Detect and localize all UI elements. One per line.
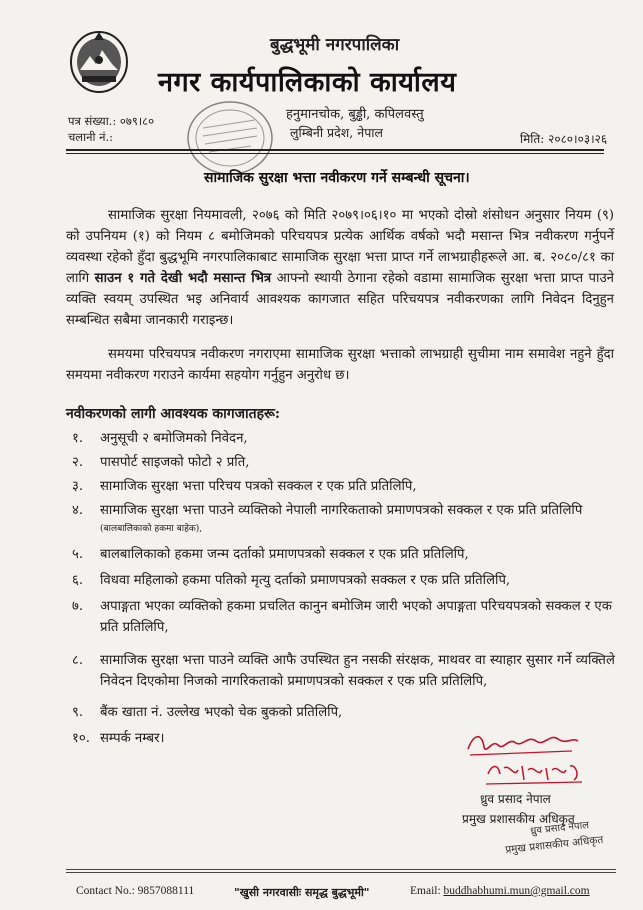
signature-icon xyxy=(462,725,582,765)
dispatch-number: चलानी नं.: xyxy=(68,130,114,144)
list-item-note: (बालबालिकाको हकमा बाहेक), xyxy=(100,524,203,534)
email-link[interactable]: buddhabhumi.mun@gmail.com xyxy=(443,885,590,897)
body-paragraph-2: समयमा परिचयपत्र नवीकरण नगराएमा सामाजिक सुरक्षा भत्ताको लाभग्राही सुचीमा नाम समावेश नहुने हुँदा समयमा नवीकरण गराउने कार्यमा सहयोग गर्नुहुन अनुरोध छ। xyxy=(66,347,614,383)
notice-subject: सामाजिक सुरक्षा भत्ता नवीकरण गर्ने सम्बन्धी सूचना। xyxy=(204,170,470,186)
stamp-signer-name: ध्रुव प्रसाद नेपाल xyxy=(529,819,590,838)
office-address: हनुमानचोक, बुड्ढी, कपिलवस्तु xyxy=(286,107,424,122)
header-divider xyxy=(66,149,604,151)
municipality-motto: "खुसी नगरवासीः समृद्ध बुद्धभूमी" xyxy=(234,886,370,899)
letter-date: मिति: २०८०।०३।२६ xyxy=(520,132,608,146)
office-name: नगर कार्यपालिकाको कार्यालय xyxy=(158,67,457,98)
signer-name: ध्रुव प्रसाद नेपाल xyxy=(480,792,551,806)
reference-number: पत्र संख्या.: ०७९।८० xyxy=(68,114,155,128)
office-province: लुम्बिनी प्रदेश, नेपाल xyxy=(290,125,384,140)
body-paragraph-1: सामाजिक सुरक्षा नियमावली, २०७६ को मिति २०७९।०६।१० मा भएको दोस्रो शंसोधन अनुसार नियम (९) को उपनियम (१) को नियम ८ बमोजिमको परिचयपत्र प्रत्येक आर्थिक वर्षको भदौ मसान्त भित्र नवीकरण गर्नुपर्ने व्यवस्था रहेको हुँदा बुद्धभूमि नगरपालिकाबाट सामाजिक सुरक्षा भत्ता प्राप्त गर्ने लाभग्राहीहरूले आ. ब. २०८०/८१ का लागि साउन १ गते देखी भदौ मसान्त भित्र आफ्नो स्थायी ठेगाना रहेको वडामा सामाजिक सुरक्षा भत्ता प्राप्त पाउने व्यक्ति स्वयम् उपस्थित भइ अनिवार्य आवश्यक कागजात सहित परिचयपत्र नवीकरणका लागि निवेदन दिनुहुन सम्बन्धित सबैमा जानकारी गराइन्छ। xyxy=(66,208,614,328)
footer-divider xyxy=(66,869,616,870)
stamp-signer-title: प्रमुख प्रशासकीय अधिकृत xyxy=(504,833,604,857)
signer-title: प्रमुख प्रशासकीय अधिकृत xyxy=(462,812,575,826)
contact-number: Contact No.: 9857088111 xyxy=(76,885,195,897)
municipality-name: बुद्धभूमी नगरपालिका xyxy=(270,35,400,55)
handwritten-date-icon xyxy=(484,760,584,786)
header-divider-thin xyxy=(66,153,604,154)
email-contact: Email: buddhabhumi.mun@gmail.com xyxy=(410,885,590,897)
letter-page: बुद्धभूमी नगरपालिका नगर कार्यपालिकाको कार्यालय हनुमानचोक, बुड्ढी, कपिलवस्तु लुम्बिनी प्रदेश, नेपाल पत्र संख्या.: ०७९।८० चलानी नं.: मिति: २०८०।०३।२६ सामाजिक सुरक्षा भत्ता नवीकरण गर्ने सम्बन्धी सूचना। सामाजिक सुरक्षा नियमावली, २०७६ को मिति २०७९।०६।१० मा भएको दोस्रो शंसोधन अनुसार नियम (९) को उपनियम (१) को नियम ८ बमोजिमको परिचयपत्र प्रत्येक आर्थिक वर्षको भदौ मसान्त भित्र नवीकरण गर्नुपर्ने व्यवस्था रहेको हुँदा बुद्धभूमि नगरपालिकाबाट सामाजिक सुरक्षा भत्ता प्राप्त गर्ने लाभग्राहीहरूले आ. ब. २०८०/८१ का लागि साउन १ गते देखी भदौ मसान्त भित्र आफ्नो स्थायी ठेगाना रहेको वडामा सामाजिक सुरक्षा भत्ता प्राप्त पाउने व्यक्ति स्वयम् उपस्थित भइ अनिवार्य आवश्यक कागजात सहित परिचयपत्र नवीकरणका लागि निवेदन दिनुहुन सम्बन्धित सबैमा जानकारी गराइन्छ। समयमा परिचयपत्र नवीकरण नगराएमा सामाजिक सुरक्षा भत्ताको लाभग्राही सुचीमा नाम समावेश नहुने हुँदा समयमा नवीकरण गराउने कार्यमा सहयोग गर्नुहुन अनुरोध छ। नवीकरणको लागी आवश्यक कागजातहरू: १. अनुसूची २ बमोजिमको निवेदन, २. पासपोर्ट साइजको फोटो २ प्रति, ३. सामाजिक सुरक्षा भत्ता परिचय पत्रको सक्कल र एक प्रति प्रतिलिपि, ४. सामाजिक सुरक्षा भत्ता पाउने व्यक्तिको नेपाली नागरिकताको प्रमाणपत्रको सक्कल र एक प्रति प्रतिलिपि (बालबालिकाको हकमा बाहेक), ५. बालबालिकाको हकमा जन्म दर्ताको प्रमाणपत्रको सक्कल र एक प्रति प्रतिलिपि, ६. विधवा महिलाको हकमा पतिको मृत्यु दर्ताको प्रमाणपत्रको सक्कल र एक प्रति प्रतिलिपि, ७. अपाङ्गता भएका व्यक्तिको हकमा प्रचलित कानुन बमोजिम जारी भएको अपाङ्गता परिचयपत्रको सक्कल र एक प्रति प्रतिलिपि, ८. सामाजिक सुरक्षा भत्ता पाउने व्यक्ति आफै उपस्थित हुन नसकी संरक्षक, माथवर वा स्याहार सुसार गर्ने व्यक्तिले निवेदन दिएकोमा निजको नागरिकताको प्रमाणपत्रको सक्कल र एक प्रति प्रतिलिपि, ९. बैंक खाता नं. उल्लेख भएको चेक बुकको प्रतिलिपि, १०. सम्पर्क नम्बर। ध्रुव प्रसाद नेपाल प्रमुख प्रशासकीय अधिकृत ध्रुव प्रसाद नेपाल प्रमुख प्रशासकीय अधिकृत Contact No.: 9857088111 "खुसी नगरवासीः समृद्ध बुद्धभूमी" Email: buddhabhumi.mun@gmail.com xyxy=(0,0,643,910)
office-stamp-icon xyxy=(185,98,275,178)
documents-heading: नवीकरणको लागी आवश्यक कागजातहरू: xyxy=(66,406,281,422)
footer-divider-thin xyxy=(66,872,616,873)
nepal-emblem-icon xyxy=(68,26,130,94)
deadline-highlight: साउन १ गते देखी भदौ मसान्त भित्र xyxy=(94,271,272,286)
